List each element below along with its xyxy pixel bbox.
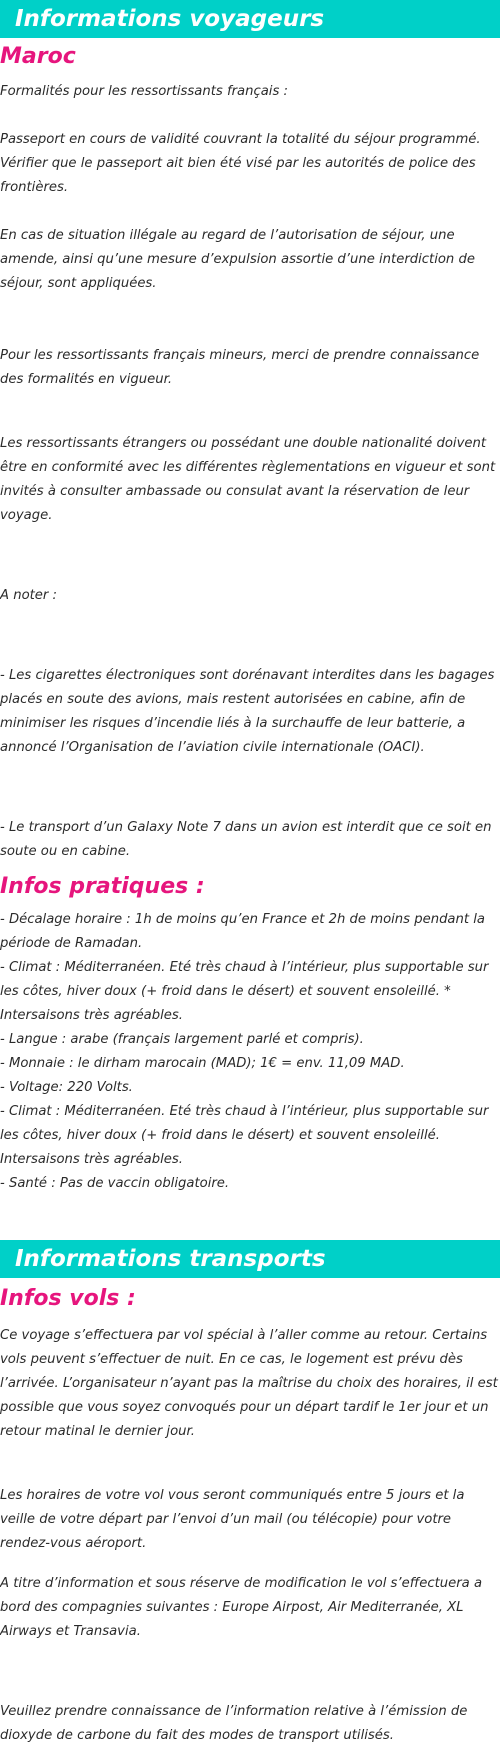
country-title: Maroc	[0, 44, 76, 69]
pratiques-line: - Santé : Pas de vaccin obligatoire.	[0, 1176, 230, 1191]
a-noter: A noter :	[0, 588, 57, 603]
horaires-text: Les horaires de votre vol vous seront communiqués entre 5 jours et la veille de votre départ par l’envoi d’un mail (ou télécopie) pour votre rendez-vous aéroport.	[0, 1488, 465, 1551]
pratiques-title: Infos pratiques :	[0, 874, 205, 899]
dioxyde-text: Veuillez prendre connaissance de l’information relative à l’émission de dioxyde de carbone du fait des modes de transport utilisés.	[0, 1704, 468, 1743]
cigarettes-text: - Les cigarettes électroniques sont dorénavant interdites dans les bagages placés en soute des avions, mais restent autorisées en cabine, afin de minimiser les risques d’incendie liés à la surchauffe de leur batterie, a annoncé l’Organisation de l’aviation civile internationale (OACI).	[0, 668, 495, 755]
formalites-intro: Formalités pour les ressortissants français :	[0, 84, 288, 99]
pratiques-line: - Voltage: 220 Volts.	[0, 1080, 133, 1095]
transports-banner: Informations transports	[0, 1240, 500, 1278]
pratiques-line: - Monnaie : le dirham marocain (MAD); 1€ = env. 11,09 MAD.	[0, 1056, 405, 1071]
pratiques-line: - Décalage horaire : 1h de moins qu’en France et 2h de moins pendant la période de Ramadan.	[0, 912, 485, 951]
pratiques-line: - Climat : Méditerranéen. Eté très chaud à l’intérieur, plus supportable sur les côtes, hiver doux (+ froid dans le désert) et souvent ensoleillé. Intersaisons très agréables.	[0, 1104, 489, 1167]
mineurs-text: Pour les ressortissants français mineurs, merci de prendre connaissance des formalités en vigueur.	[0, 348, 480, 387]
vols-title: Infos vols :	[0, 1286, 136, 1311]
etrangers-text: Les ressortissants étrangers ou possédant une double nationalité doivent être en conformité avec les différentes règlementations en vigueur et sont invités à consulter ambassade ou consulat avant la réservation de leur voyage.	[0, 436, 496, 523]
pratiques-line: - Langue : arabe (français largement parlé et compris).	[0, 1032, 364, 1047]
compagnies-text: A titre d’information et sous réserve de modification le vol s’effectuera a bord des compagnies suivantes : Europe Airpost, Air Mediterranée, XL Airways et Transavia.	[0, 1576, 483, 1639]
pratiques-line: - Climat : Méditerranéen. Eté très chaud à l’intérieur, plus supportable sur les côtes, hiver doux (+ froid dans le désert) et souvent ensoleillé. * Intersaisons très agréables.	[0, 960, 489, 1023]
passeport-text: Passeport en cours de validité couvrant la totalité du séjour programmé. Vérifier que le passeport ait bien été visé par les autorités de police des frontières.	[0, 132, 481, 195]
illegal-text: En cas de situation illégale au regard de l’autorisation de séjour, une amende, ainsi qu’une mesure d’expulsion assortie d’une interdiction de séjour, sont appliquées.	[0, 228, 475, 291]
galaxy-text: - Le transport d’un Galaxy Note 7 dans un avion est interdit que ce soit en soute ou en cabine.	[0, 820, 492, 859]
vol-special-text: Ce voyage s’effectuera par vol spécial à l’aller comme au retour. Certains vols peuvent s’effectuer de nuit. En ce cas, le logement est prévu dès l’arrivée. L’organisateur n’ayant pas la maîtrise du choix des horaires, il est possible que vous soyez convoqués pour un départ tardif le 1er jour et un retour matinal le dernier jour.	[0, 1328, 498, 1439]
voyageurs-banner: Informations voyageurs	[0, 0, 500, 38]
pratiques-list	[0, 908, 500, 1196]
